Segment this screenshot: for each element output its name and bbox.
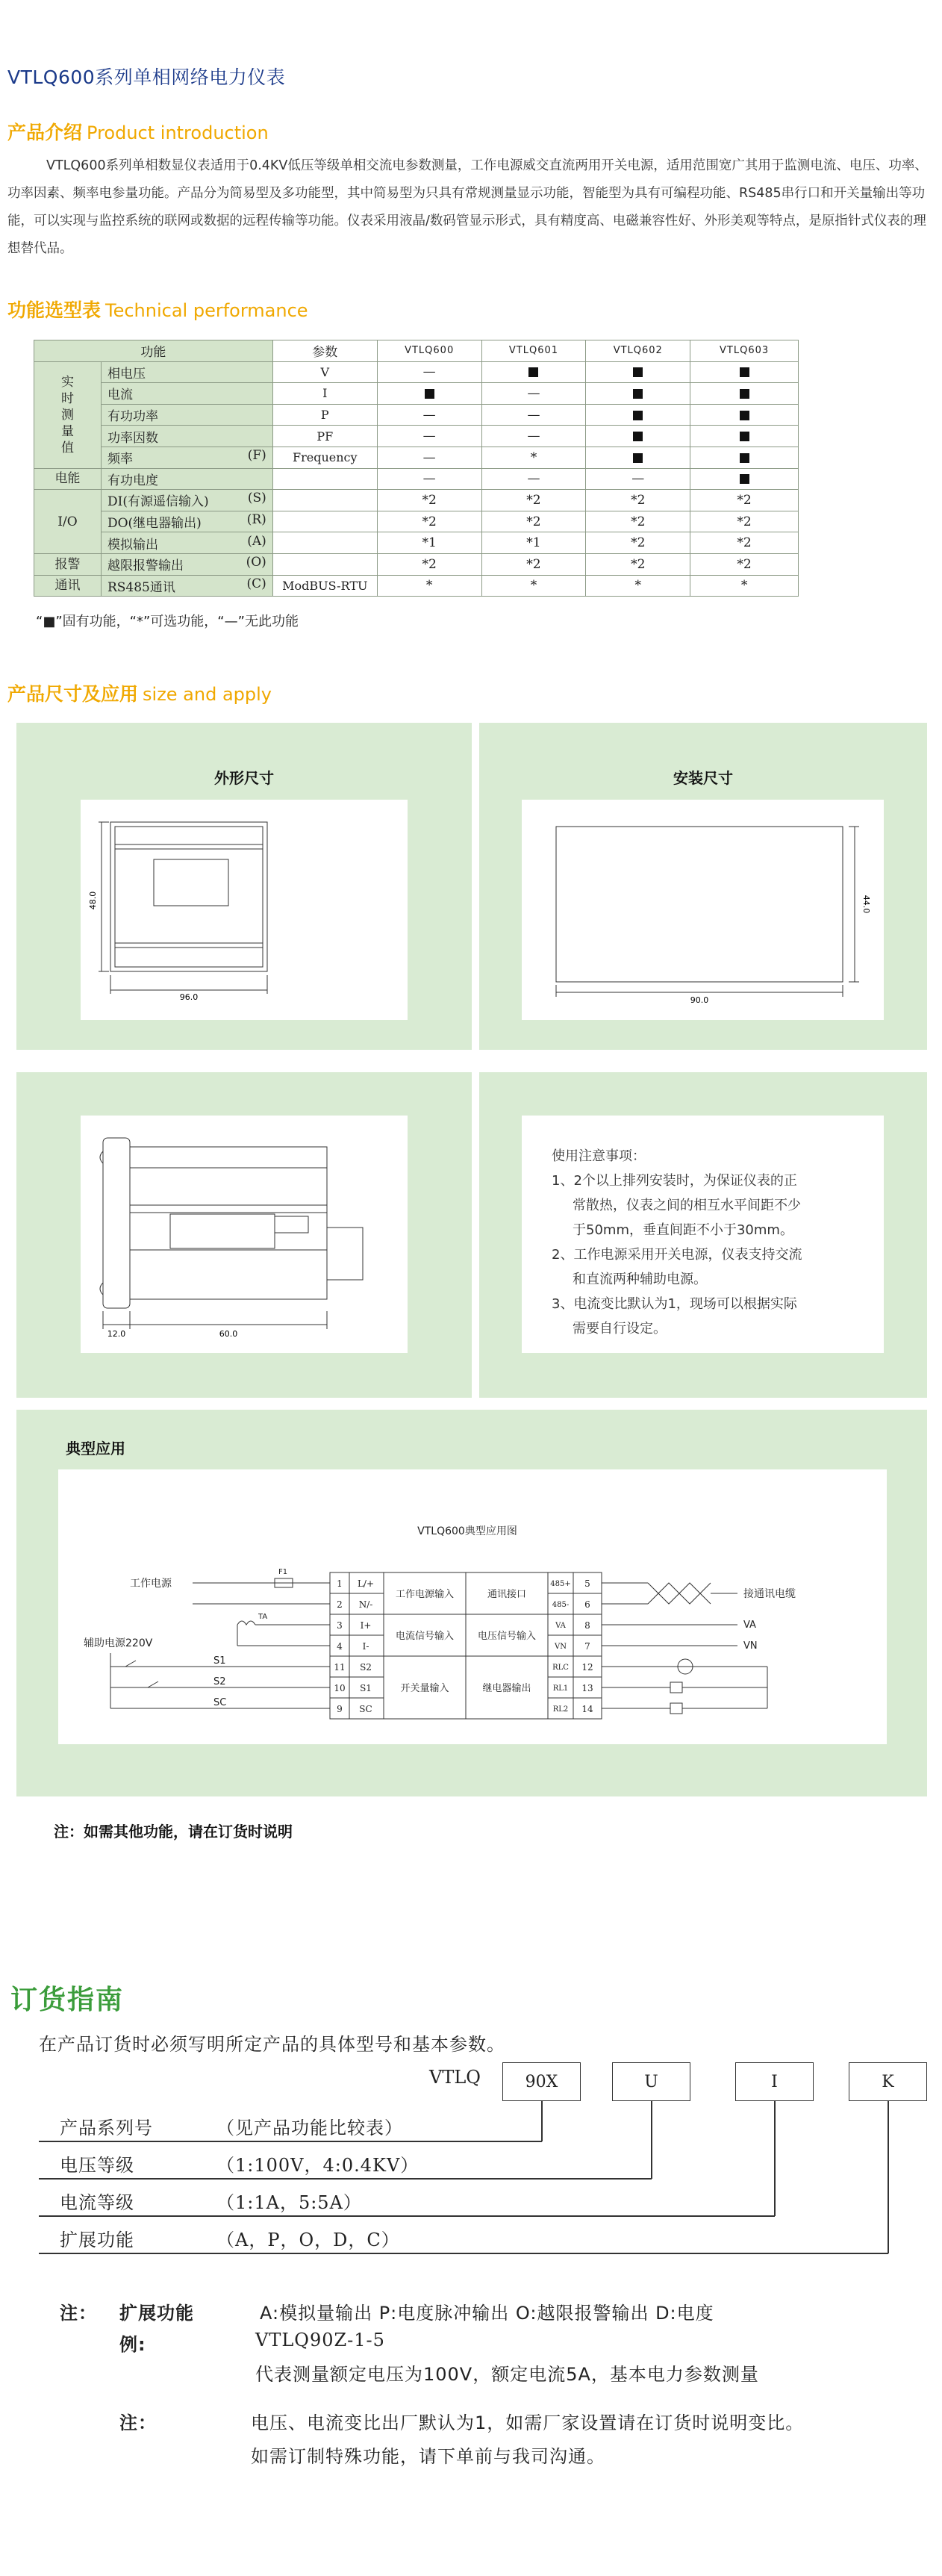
spec-param <box>272 532 377 554</box>
order-connector <box>39 2253 888 2254</box>
notes-panel <box>479 1072 927 1398</box>
notes-area <box>522 1116 884 1353</box>
order-row-value: （见产品功能比较表） <box>216 2118 403 2138</box>
sc-label: SC <box>213 1697 227 1708</box>
spec-row <box>34 575 799 597</box>
meter-display-window <box>154 859 228 906</box>
note-line: 常散热，仪表之间的相互水平间距不少 <box>573 1198 801 1213</box>
comm-cable-label: 接通讯电缆 <box>743 1588 796 1600</box>
order-connector <box>774 2101 776 2216</box>
spec-func-name: 相电压 <box>107 366 146 382</box>
relay-load-symbol <box>670 1682 682 1693</box>
spec-value: — <box>377 404 481 426</box>
terminal-sig: S2 <box>360 1662 372 1673</box>
spec-value: — <box>377 447 481 468</box>
spec-value: *2 <box>377 511 481 532</box>
order-row-voltage <box>60 2150 419 2177</box>
built-in-mark-icon <box>633 389 643 399</box>
spec-value <box>690 383 799 405</box>
terminal-sig: I+ <box>360 1620 372 1631</box>
order-note2-label: 注： <box>119 2412 157 2433</box>
order-row-label: 电流等级 <box>60 2192 134 2213</box>
terminal-sig: I- <box>362 1641 369 1652</box>
voltage-in-label: 电压信号输入 <box>477 1631 537 1642</box>
application-diagram-area <box>58 1469 887 1744</box>
note-line: 1、2个以上排列安装时，为保证仪表的正 <box>552 1173 797 1189</box>
order-example-text: 代表测量额定电压为100V，额定电流5A，基本电力参数测量 <box>255 2364 759 2385</box>
spec-header-model: VTLQ603 <box>690 340 799 362</box>
spec-value <box>690 404 799 426</box>
spec-value: *2 <box>586 490 690 511</box>
built-in-mark-icon <box>633 453 643 463</box>
outline-drawing-area <box>81 800 408 1020</box>
note-line: 需要自行设定。 <box>573 1321 667 1337</box>
ta-label: TA <box>258 1613 268 1621</box>
spec-value: — <box>377 426 481 447</box>
spec-row <box>34 361 799 383</box>
order-connector <box>39 2178 652 2180</box>
intro-heading-en: Product introduction <box>87 122 269 143</box>
terminal-num: 10 <box>334 1683 346 1693</box>
spec-body <box>34 361 799 597</box>
order-connector <box>651 2101 652 2179</box>
spec-value: *1 <box>377 532 481 554</box>
spec-row <box>34 383 799 405</box>
spec-value: *2 <box>690 553 799 575</box>
terminal-sig: VN <box>555 1643 567 1651</box>
spec-param: V <box>272 361 377 383</box>
side-panel <box>16 1072 472 1398</box>
spec-func-name: 功率因数 <box>107 430 158 446</box>
spec-row <box>34 468 799 490</box>
spec-func-code: (S) <box>247 491 266 506</box>
side-drawing <box>81 1116 408 1353</box>
spec-heading-en: Technical performance <box>105 300 308 321</box>
order-row-current <box>60 2188 362 2214</box>
diagram-title: VTLQ600典型应用图 <box>417 1525 517 1537</box>
built-in-mark-icon <box>740 453 749 463</box>
spec-value <box>690 447 799 468</box>
size-heading <box>7 679 272 706</box>
install-height-label: 44.0 <box>861 895 871 914</box>
ct-coil-symbol <box>237 1621 255 1625</box>
order-row-value: （A，P，O，D，C） <box>216 2230 400 2250</box>
install-width-label: 90.0 <box>690 995 709 1005</box>
terminal-num: 2 <box>337 1599 343 1610</box>
spec-header-model: VTLQ600 <box>377 340 481 362</box>
spec-func-cell <box>101 447 272 468</box>
spec-heading <box>7 296 308 323</box>
s2-label: S2 <box>213 1676 226 1687</box>
panel-cutout <box>556 827 843 982</box>
spec-value: * <box>690 575 799 597</box>
vn-label: VN <box>743 1640 758 1652</box>
spec-value: *2 <box>481 553 586 575</box>
spec-value <box>481 361 586 383</box>
terminal-num: 11 <box>334 1662 346 1673</box>
install-drawing <box>522 800 884 1020</box>
spec-func-cell <box>101 426 272 447</box>
spec-value: — <box>481 383 586 405</box>
order-note-label: 注： <box>60 2303 97 2324</box>
spec-value <box>690 426 799 447</box>
side-front-bezel <box>103 1138 130 1308</box>
side-terminal-block <box>327 1228 363 1280</box>
spec-func-code: (O) <box>246 555 266 570</box>
spec-func-code: (F) <box>247 448 266 464</box>
work-power-in-label: 工作电源输入 <box>395 1589 455 1600</box>
order-connector <box>888 2101 889 2253</box>
terminal-sig: 485- <box>552 1601 570 1609</box>
spec-row <box>34 447 799 468</box>
built-in-mark-icon <box>425 389 434 399</box>
install-title: 安装尺寸 <box>673 769 733 787</box>
spec-func-name: 越限报警输出 <box>107 559 184 574</box>
spec-value: *2 <box>690 490 799 511</box>
switch-contact <box>125 1661 136 1667</box>
outline-drawing <box>81 800 408 1020</box>
install-drawing-area <box>522 800 884 1020</box>
built-in-mark-icon <box>633 367 643 377</box>
order-connector <box>541 2101 543 2141</box>
spec-func-cell <box>101 575 272 597</box>
spec-value: * <box>481 575 586 597</box>
spec-func-cell <box>101 383 272 405</box>
spec-header-row <box>34 340 799 362</box>
order-code-voltage: U <box>612 2062 690 2101</box>
relay-out-label: 继电器输出 <box>482 1683 531 1694</box>
spec-value: * <box>481 447 586 468</box>
spec-value: *2 <box>690 532 799 554</box>
built-in-mark-icon <box>740 432 749 441</box>
spec-row <box>34 404 799 426</box>
spec-func-cell <box>101 468 272 490</box>
meter-front-inner <box>115 827 263 967</box>
spec-func-cell <box>101 553 272 575</box>
side-connector <box>275 1216 308 1233</box>
switch-in-label: 开关量输入 <box>400 1683 449 1694</box>
spec-param: Frequency <box>272 447 377 468</box>
terminal-num: 3 <box>337 1620 343 1631</box>
terminal-sig: RL2 <box>552 1705 569 1714</box>
order-row-label: 产品系列号 <box>60 2118 153 2138</box>
install-panel <box>479 723 927 1050</box>
terminal-num: 7 <box>584 1641 590 1652</box>
outline-height-label: 48.0 <box>88 891 98 910</box>
order-ext-text: A:模拟量输出 P:电度脉冲输出 O:越限报警输出 D:电度 <box>260 2303 714 2324</box>
order-row-label: 扩展功能 <box>60 2230 134 2250</box>
spec-param: P <box>272 404 377 426</box>
spec-value: *2 <box>586 511 690 532</box>
spec-param <box>272 468 377 490</box>
spec-func-cell <box>101 404 272 426</box>
spec-func-cell <box>101 532 272 554</box>
spec-value <box>586 404 690 426</box>
application-footnote: 注：如需其他功能，请在订货时说明 <box>54 1823 293 1841</box>
spec-value: *2 <box>377 553 481 575</box>
application-title: 典型应用 <box>66 1440 125 1457</box>
spec-value: *1 <box>481 532 586 554</box>
page-title: VTLQ600系列单相网络电力仪表 <box>7 66 286 88</box>
spec-legend: “■”固有功能，“*”可选功能，“—”无此功能 <box>36 614 299 629</box>
spec-value: *2 <box>690 511 799 532</box>
order-code-series: 90X <box>502 2062 581 2101</box>
order-row-extension <box>60 2225 400 2251</box>
terminal-sig: SC <box>359 1704 372 1714</box>
spec-value: — <box>481 426 586 447</box>
order-code-current: I <box>735 2062 814 2101</box>
order-title: 订货指南 <box>10 1985 125 2015</box>
built-in-mark-icon <box>740 367 749 377</box>
terminal-num: 13 <box>581 1683 593 1693</box>
spec-value: * <box>586 575 690 597</box>
built-in-mark-icon <box>633 432 643 441</box>
spec-func-name: DO(继电器输出) <box>107 516 202 532</box>
spec-header-param: 参数 <box>272 340 377 362</box>
fuse-label: F1 <box>278 1568 288 1576</box>
spec-func-name: 频率 <box>107 452 133 467</box>
order-row-series <box>60 2113 403 2139</box>
outline-panel <box>16 723 472 1050</box>
terminal-num: 5 <box>584 1578 590 1589</box>
spec-table <box>34 340 799 597</box>
spec-header-func: 功能 <box>34 340 273 362</box>
spec-value: *2 <box>481 511 586 532</box>
spec-header-model: VTLQ601 <box>481 340 586 362</box>
side-label-area <box>170 1214 275 1248</box>
spec-header-model: VTLQ602 <box>586 340 690 362</box>
note-line: 2、工作电源采用开关电源，仪表支持交流 <box>552 1247 802 1263</box>
spec-row <box>34 426 799 447</box>
order-row-label: 电压等级 <box>60 2155 134 2176</box>
spec-func-name: 有功功率 <box>107 409 158 425</box>
spec-value: — <box>481 404 586 426</box>
spec-category: 实时测量值 <box>34 361 102 468</box>
order-row-value: （1:1A，5:5A） <box>216 2192 362 2213</box>
intro-heading <box>7 118 269 145</box>
side-body <box>130 1147 327 1299</box>
spec-heading-cn: 功能选型表 <box>7 299 102 321</box>
spec-func-cell <box>101 361 272 383</box>
spec-func-name: 电流 <box>107 388 133 403</box>
spec-func-code: (A) <box>247 533 266 549</box>
terminal-num: 4 <box>337 1641 343 1652</box>
spec-func-name: 模拟输出 <box>107 537 158 553</box>
spec-category: 通讯 <box>34 575 102 597</box>
spec-param <box>272 553 377 575</box>
spec-value <box>377 383 481 405</box>
usage-notes <box>552 1144 802 1341</box>
order-ext-label: 扩展功能 <box>119 2303 194 2324</box>
built-in-mark-icon <box>740 474 749 484</box>
spec-value: *2 <box>586 553 690 575</box>
terminal-sig: RL1 <box>552 1684 569 1693</box>
order-note2-line2: 如需订制特殊功能，请下单前与我司沟通。 <box>251 2446 605 2467</box>
terminal-num: 9 <box>337 1704 343 1714</box>
order-note2-line1: 电压、电流变比出厂默认为1，如需厂家设置请在订货时说明变比。 <box>251 2412 805 2433</box>
note-line: 和直流两种辅助电源。 <box>573 1272 707 1287</box>
built-in-mark-icon <box>528 367 538 377</box>
terminal-sig: L/+ <box>357 1578 375 1589</box>
spec-row <box>34 511 799 532</box>
built-in-mark-icon <box>740 411 749 420</box>
aux-power-label: 辅助电源220V <box>84 1637 153 1649</box>
spec-row <box>34 490 799 511</box>
spec-category: 电能 <box>34 468 102 490</box>
spec-value <box>586 383 690 405</box>
spec-func-name: DI(有源遥信输入) <box>107 494 209 510</box>
spec-func-name: 有功电度 <box>107 473 158 488</box>
switch-contact <box>148 1681 158 1687</box>
application-diagram <box>58 1469 887 1744</box>
note-line: 使用注意事项： <box>552 1148 646 1164</box>
spec-func-name: RS485通讯 <box>107 579 175 595</box>
s1-label: S1 <box>213 1655 226 1667</box>
intro-heading-cn: 产品介绍 <box>7 122 83 143</box>
built-in-mark-icon <box>633 411 643 420</box>
spec-category: I/O <box>34 490 102 554</box>
order-prefix: VTLQ <box>429 2067 481 2088</box>
spec-value: * <box>377 575 481 597</box>
side-clip <box>100 1283 103 1295</box>
terminal-sig: S1 <box>360 1683 372 1693</box>
side-front-label: 12.0 <box>107 1329 126 1339</box>
terminal-num: 8 <box>584 1620 590 1631</box>
twisted-pair-symbol <box>648 1583 711 1604</box>
order-example-label: 例: <box>119 2334 146 2355</box>
outline-width-label: 96.0 <box>179 992 199 1002</box>
spec-param <box>272 490 377 511</box>
size-heading-en: size and apply <box>143 684 272 705</box>
spec-category: 报警 <box>34 553 102 575</box>
spec-value: — <box>481 468 586 490</box>
spec-func-code: (C) <box>246 576 266 591</box>
spec-value: — <box>377 468 481 490</box>
note-line: 于50mm，垂直间距不小于30mm。 <box>573 1222 793 1238</box>
spec-param: I <box>272 383 377 405</box>
order-connector <box>39 2215 775 2217</box>
built-in-mark-icon <box>740 389 749 399</box>
spec-value: — <box>377 361 481 383</box>
terminal-sig: RLC <box>552 1664 569 1672</box>
terminal-sig: 485+ <box>550 1580 571 1588</box>
intro-text: VTLQ600系列单相数显仪表适用于0.4KV低压等级单相交流电参数测量，工作电源威交直流两用开关电源，适用范围宽广其用于监测电流、电压、功率、功率因素、频率电参量功能。产品分为简易型及多功能型，其中简易型为只具有常规测量显示功能，智能型为具有可编程功能、RS485串行口和开关量输出等功能，可以实现与监控系统的联网或数据的远程传输等功能。仪表采用液晶/数码管显示形式，具有精度高、电磁兼容性好、外形美观等特点，是原指针式仪表的理想替代品。 <box>7 158 928 256</box>
side-drawing-area <box>81 1116 408 1353</box>
terminal-num: 1 <box>337 1578 343 1589</box>
application-panel <box>16 1410 927 1796</box>
spec-value <box>690 468 799 490</box>
order-code-extension: K <box>849 2062 927 2101</box>
spec-row <box>34 553 799 575</box>
spec-value: — <box>586 468 690 490</box>
spec-func-cell <box>101 490 272 511</box>
terminal-num: 12 <box>581 1662 593 1673</box>
spec-value <box>586 426 690 447</box>
spec-param: ModBUS-RTU <box>272 575 377 597</box>
spec-value: *2 <box>586 532 690 554</box>
spec-value: *2 <box>481 490 586 511</box>
comm-port-label: 通讯接口 <box>487 1589 527 1600</box>
spec-row <box>34 532 799 554</box>
outline-title: 外形尺寸 <box>214 769 274 787</box>
order-subtitle: 在产品订货时必须写明所定产品的具体型号和基本参数。 <box>39 2034 505 2055</box>
relay-load-symbol <box>670 1703 682 1714</box>
order-example-model: VTLQ90Z-1-5 <box>255 2330 385 2351</box>
order-row-value: （1:100V，4:0.4KV） <box>216 2155 419 2176</box>
spec-func-cell <box>101 511 272 532</box>
spec-value <box>586 361 690 383</box>
order-connector <box>39 2141 542 2142</box>
va-label: VA <box>743 1620 756 1631</box>
terminal-sig: N/- <box>358 1599 373 1610</box>
terminal-num: 14 <box>581 1704 593 1714</box>
side-clip <box>100 1151 103 1163</box>
terminal-num: 6 <box>584 1599 590 1610</box>
current-in-label: 电流信号输入 <box>395 1631 455 1642</box>
side-depth-label: 60.0 <box>219 1329 238 1339</box>
note-line: 3、电流变比默认为1，现场可以根据实际 <box>552 1296 797 1312</box>
spec-param <box>272 511 377 532</box>
spec-param: PF <box>272 426 377 447</box>
terminal-sig: VA <box>555 1622 566 1630</box>
spec-value <box>586 447 690 468</box>
size-heading-cn: 产品尺寸及应用 <box>7 683 139 705</box>
spec-func-code: (R) <box>246 512 266 528</box>
spec-value <box>690 361 799 383</box>
work-power-label: 工作电源 <box>130 1578 172 1590</box>
spec-value: *2 <box>377 490 481 511</box>
